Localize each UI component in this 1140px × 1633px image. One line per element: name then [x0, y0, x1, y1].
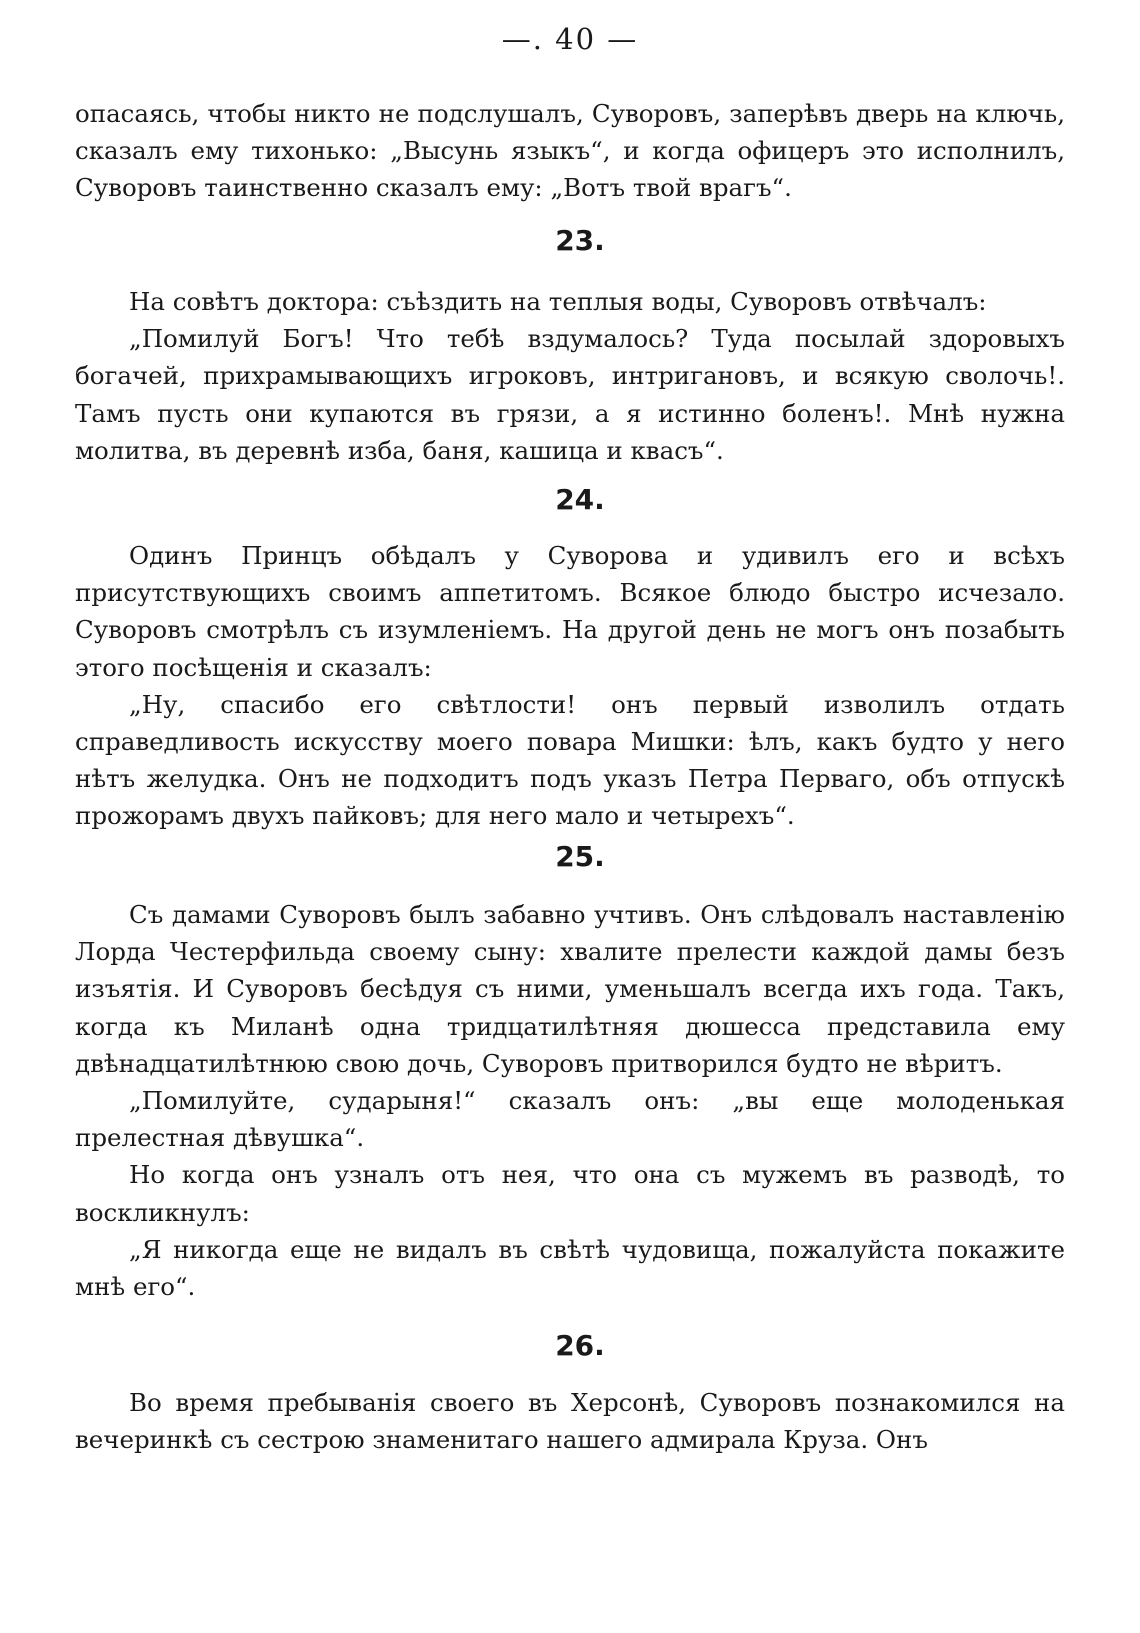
quote-paragraph: „Помилуй Богъ! Что тебѣ вздумалось? Туда посылай здоровыхъ богачей, прихрамывающихъ игроковъ, интригановъ, и всякую сволочь!. Тамъ пусть они купаются въ грязи, а я истинно боленъ!. Мнѣ нужна молитва, въ деревнѣ изба, баня, кашица и квасъ“. [75, 324, 1065, 465]
paragraph: опасаясь, чтобы никто не подслушалъ, Суворовъ, заперѣвъ дверь на ключь, сказалъ ему тихонько: „Высунь языкъ“, и когда офицеръ это исполнилъ, Суворовъ таинственно сказалъ ему: „Вотъ твой врагъ“. [75, 99, 1065, 203]
section-number: 25. [555, 840, 605, 873]
paragraph: Одинъ Принцъ обѣдалъ у Суворова и удивилъ его и всѣхъ присутствующихъ своимъ аппетитомъ. Всякое блюдо быстро исчезало. Суворовъ смотрѣлъ съ изумленіемъ. На другой день не могъ онъ позабыть этого посѣщенія и сказалъ: [75, 541, 1065, 682]
quote-paragraph: „Я никогда еще не видалъ въ свѣтѣ чудовища, пожалуйста покажите мнѣ его“. [75, 1234, 1065, 1302]
intro-section [75, 95, 1065, 207]
section-number: 24. [555, 483, 605, 516]
paragraph: Но когда онъ узналъ отъ нея, что она съ мужемъ въ разводѣ, то воскликнулъ: [75, 1160, 1065, 1227]
section-26-body [75, 1384, 1065, 1458]
section-23-body [75, 283, 1065, 469]
section-number: 26. [555, 1329, 605, 1362]
section-24-body [75, 537, 1065, 835]
paragraph: Во время пребыванія своего въ Херсонѣ, Суворовъ познакомился на вечеринкѣ съ сестрою знаменитаго нашего адмирала Круза. Онъ [75, 1388, 1065, 1455]
quote-paragraph: „Ну, спасибо его свѣтлости! онъ первый изволилъ отдать справедливость искусству моего повара Мишки: ѣлъ, какъ будто у него нѣтъ желудка. Онъ не подходитъ подъ указъ Петра Перваго, объ отпускѣ прожорамъ двухъ пайковъ; для него мало и четырехъ“. [75, 689, 1065, 831]
section-heading-26 [75, 1329, 1065, 1363]
section-heading-23 [75, 224, 1065, 258]
quote-paragraph: „Помилуйте, сударыня!“ сказалъ онъ: „вы еще молоденькая прелестная дѣвушка“. [75, 1086, 1065, 1153]
paragraph: Съ дамами Суворовъ былъ забавно учтивъ. Онъ слѣдовалъ наставленію Лорда Честерфильда своему сыну: хвалите прелести каждой дамы безъ изъятія. И Суворовъ бесѣдуя съ ними, уменьшалъ всегда ихъ года. Такъ, когда къ Миланѣ одна тридцатилѣтняя дюшесса представила ему двѣнадцатилѣтнюю свою дочь, Суворовъ притворился будто не вѣритъ. [75, 900, 1065, 1078]
page-number: —. 40 — [501, 22, 639, 56]
section-heading-24 [75, 483, 1065, 517]
section-heading-25 [75, 840, 1065, 874]
section-number: 23. [555, 224, 605, 257]
paragraph: На совѣтъ доктора: съѣздить на теплыя воды, Суворовъ отвѣчалъ: [129, 287, 987, 316]
section-25-body [75, 896, 1065, 1305]
